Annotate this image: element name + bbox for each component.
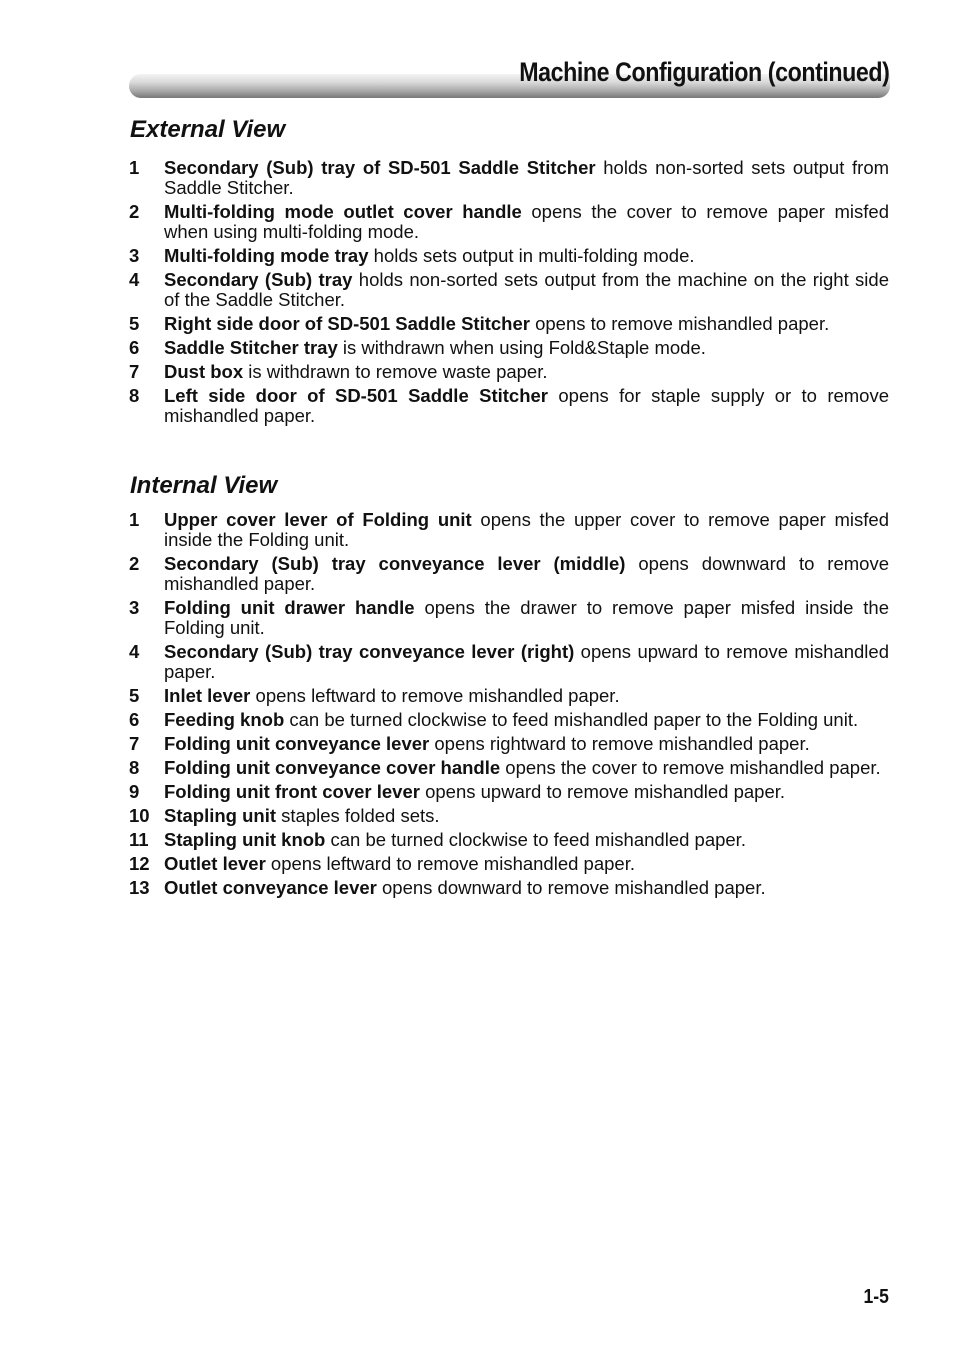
item-description: opens rightward to remove mishandled paper. (429, 733, 810, 754)
item-text (164, 642, 889, 682)
item-term: Outlet lever (164, 853, 266, 874)
item-term: Folding unit front cover lever (164, 781, 420, 802)
item-description: opens leftward to remove mishandled paper. (250, 685, 620, 706)
list-item (129, 734, 889, 754)
list-item (129, 878, 889, 898)
item-number: 10 (129, 805, 150, 826)
item-description: holds non-sorted sets output from Saddle Stitcher. (164, 157, 890, 198)
item-text (164, 686, 889, 706)
item-number: 4 (129, 641, 140, 662)
item-number: 3 (129, 597, 140, 618)
item-number: 8 (129, 385, 140, 406)
item-number: 3 (129, 245, 140, 266)
item-description: opens to remove mishandled paper. (529, 313, 830, 334)
item-text (164, 362, 889, 382)
item-term: Secondary (Sub) tray conveyance lever (right) (164, 641, 575, 662)
list-item (129, 386, 889, 426)
item-description: opens downward to remove mishandled paper. (164, 553, 889, 594)
item-number: 6 (129, 337, 140, 358)
list-item (129, 362, 889, 382)
item-number: 6 (129, 709, 140, 730)
item-text (164, 782, 889, 802)
item-description: opens upward to remove mishandled paper. (164, 641, 889, 682)
item-term: Inlet lever (164, 685, 251, 706)
item-text (164, 270, 889, 310)
item-term: Upper cover lever of Folding unit (164, 509, 472, 530)
list-item (129, 202, 889, 242)
item-description: opens leftward to remove mishandled paper. (265, 853, 635, 874)
item-term: Left side door of SD-501 Saddle Stitcher (164, 385, 548, 406)
item-term: Folding unit drawer handle (164, 597, 415, 618)
list-item (129, 758, 889, 778)
item-description: opens upward to remove mishandled paper. (419, 781, 786, 802)
item-text (164, 758, 889, 778)
item-text (164, 246, 889, 266)
item-description: opens the cover to remove mishandled paper. (500, 757, 881, 778)
section-title-internal-view: Internal View (130, 472, 278, 499)
item-term: Secondary (Sub) tray (164, 269, 353, 290)
item-term: Folding unit conveyance cover handle (164, 757, 501, 778)
page-number: 1-5 (863, 1286, 889, 1308)
item-term: Secondary (Sub) tray conveyance lever (middle) (164, 553, 626, 574)
item-text (164, 710, 889, 730)
item-text (164, 598, 889, 638)
item-text (164, 734, 889, 754)
item-text (164, 554, 889, 594)
item-number: 12 (129, 853, 150, 874)
item-term: Folding unit conveyance lever (164, 733, 430, 754)
item-description: opens the upper cover to remove paper misfed inside the Folding unit. (164, 509, 889, 550)
item-description: is withdrawn to remove waste paper. (243, 361, 548, 382)
item-term: Stapling unit (164, 805, 277, 826)
item-term: Saddle Stitcher tray (164, 337, 338, 358)
page-title: Machine Configuration (continued) (518, 57, 889, 87)
list-item (129, 338, 889, 358)
list-item (129, 246, 889, 266)
list-item (129, 782, 889, 802)
item-term: Dust box (164, 361, 244, 382)
item-number: 1 (129, 157, 140, 178)
item-description: is withdrawn when using Fold&Staple mode. (337, 337, 706, 358)
item-description: can be turned clockwise to feed mishandled paper to the Folding unit. (284, 709, 859, 730)
item-number: 7 (129, 361, 140, 382)
list-item (129, 710, 889, 730)
item-term: Secondary (Sub) tray of SD-501 Saddle Stitcher (164, 157, 596, 178)
item-term: Right side door of SD-501 Saddle Stitcher (164, 313, 530, 334)
external-view-list (129, 158, 889, 430)
item-term: Multi-folding mode tray (164, 245, 369, 266)
section-title-external-view: External View (130, 116, 286, 143)
internal-view-list (129, 510, 889, 902)
item-number: 7 (129, 733, 140, 754)
item-description: opens for staple supply or to remove mishandled paper. (164, 385, 890, 426)
item-text (164, 830, 889, 850)
item-number: 2 (129, 201, 140, 222)
item-term: Multi-folding mode outlet cover handle (164, 201, 522, 222)
item-term: Outlet conveyance lever (164, 877, 377, 898)
item-description: staples folded sets. (276, 805, 440, 826)
item-description: holds sets output in multi-folding mode. (368, 245, 695, 266)
item-text (164, 806, 889, 826)
item-description: opens the drawer to remove paper misfed inside the Folding unit. (164, 597, 890, 638)
item-description: opens the cover to remove paper misfed when using multi-folding mode. (164, 201, 889, 242)
list-item (129, 806, 889, 826)
item-number: 1 (129, 509, 140, 530)
item-text (164, 854, 889, 874)
list-item (129, 314, 889, 334)
item-number: 11 (129, 829, 149, 850)
item-description: can be turned clockwise to feed mishandled paper. (325, 829, 746, 850)
item-text (164, 314, 889, 334)
item-number: 13 (129, 877, 150, 898)
list-item (129, 270, 889, 310)
item-text (164, 386, 889, 426)
item-term: Feeding knob (164, 709, 285, 730)
item-text (164, 338, 889, 358)
item-number: 5 (129, 313, 140, 334)
item-text (164, 202, 889, 242)
item-text (164, 878, 889, 898)
item-number: 2 (129, 553, 140, 574)
list-item (129, 830, 889, 850)
list-item (129, 510, 889, 550)
item-term: Stapling unit knob (164, 829, 326, 850)
item-number: 8 (129, 757, 140, 778)
item-text (164, 510, 889, 550)
item-number: 4 (129, 269, 140, 290)
list-item (129, 158, 889, 198)
item-number: 9 (129, 781, 140, 802)
item-text (164, 158, 889, 198)
item-number: 5 (129, 685, 140, 706)
list-item (129, 854, 889, 874)
list-item (129, 642, 889, 682)
item-description: opens downward to remove mishandled paper. (376, 877, 766, 898)
item-description: holds non-sorted sets output from the machine on the right side of the Saddle Stitcher. (164, 269, 889, 310)
list-item (129, 686, 889, 706)
list-item (129, 598, 889, 638)
list-item (129, 554, 889, 594)
